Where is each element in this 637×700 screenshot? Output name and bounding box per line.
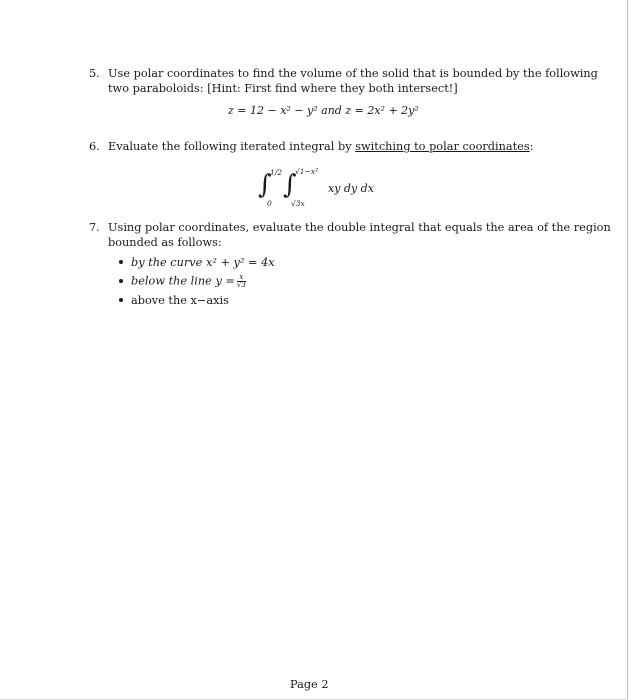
inner-integral-sign: ∫ bbox=[283, 170, 297, 200]
page-border bbox=[627, 0, 628, 700]
problem-text-line: bounded as follows: bbox=[108, 236, 222, 249]
list-item-text: above the x−axis bbox=[131, 294, 229, 307]
list-item bbox=[119, 256, 275, 269]
outer-integral-sign: ∫ bbox=[258, 170, 272, 200]
problem-text: : bbox=[529, 140, 534, 153]
problem-7 bbox=[89, 220, 611, 252]
problem-6 bbox=[89, 139, 559, 159]
integrand: xy dy dx bbox=[328, 182, 374, 195]
fraction bbox=[237, 274, 246, 289]
fraction-numerator: x bbox=[237, 274, 246, 282]
problem-number: 6. bbox=[89, 140, 100, 153]
bullet-dot bbox=[119, 279, 123, 283]
inner-upper-limit: √1−x² bbox=[295, 167, 319, 176]
problem-text-line bbox=[108, 139, 533, 154]
bullet-dot bbox=[119, 260, 123, 264]
inner-lower-limit: √3x bbox=[291, 199, 305, 208]
iterated-integral bbox=[258, 166, 408, 208]
problem-text: Evaluate the following iterated integral by bbox=[108, 140, 356, 153]
problem-text-line: Using polar coordinates, evaluate the double integral that equals the area of the region bbox=[108, 221, 611, 234]
problem-number: 7. bbox=[89, 221, 100, 234]
page-number: Page 2 bbox=[290, 678, 329, 691]
problem-text-line: Use polar coordinates to find the volume of the solid that is bounded by the following bbox=[108, 67, 598, 80]
list-item-text: by the curve x² + y² = 4x bbox=[131, 256, 275, 269]
bullet-dot bbox=[119, 298, 123, 302]
list-item bbox=[119, 274, 246, 289]
outer-upper-limit: 1/2 bbox=[270, 168, 283, 177]
paraboloid-equations: z = 12 − x² − y² and z = 2x² + 2y² bbox=[228, 104, 419, 117]
outer-lower-limit: 0 bbox=[267, 199, 272, 208]
region-conditions-list bbox=[119, 256, 419, 316]
underlined-phrase: switching to polar coordinates bbox=[355, 140, 530, 153]
list-item-text: below the line y = bbox=[131, 274, 235, 288]
fraction-denominator: √3 bbox=[236, 281, 246, 289]
problem-number: 5. bbox=[89, 67, 100, 80]
problem-text-line: two paraboloids: [Hint: First find where they both intersect!] bbox=[108, 82, 458, 95]
list-item bbox=[119, 294, 229, 307]
